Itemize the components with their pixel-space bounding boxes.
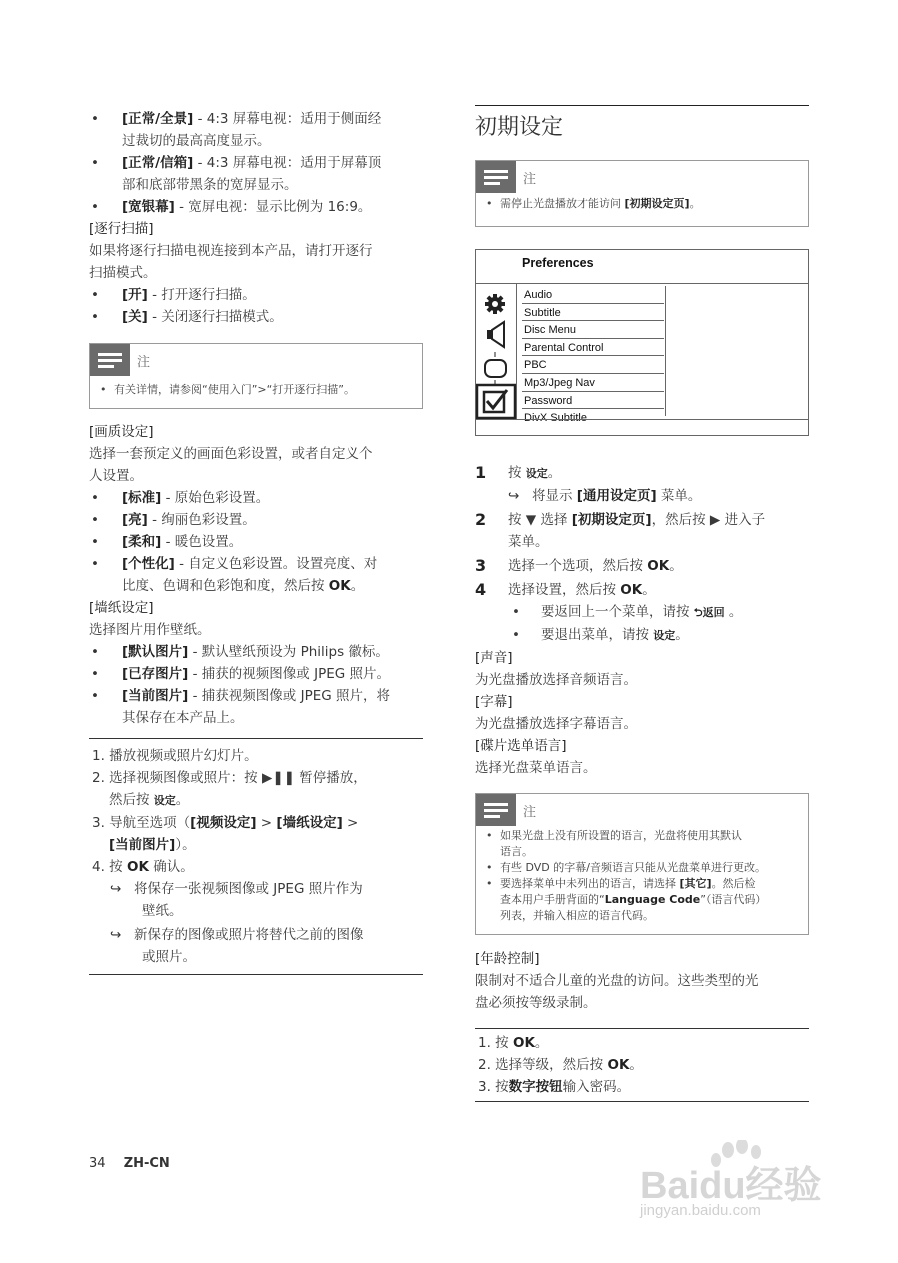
result-arrow-icon: ↪ xyxy=(110,881,122,897)
note-title: 注 xyxy=(523,805,537,820)
steps-list: 1. 播放视频或照片幻灯片。 2. 选择视频图像或照片：按 ▶❚❚ 暂停播放， 然后按 设定。 3. 导航至选项（[视频设定] > [墙纸设定] > [当前图片]）。 4. 按 OK 确认。 ↪ 将保存一张视频图像或 JPEG 照片作为 壁纸。 ↪ 新保存的图像或照片将替代之前的图像 或照片。 xyxy=(92,748,367,965)
note-box xyxy=(475,160,809,227)
list-item: • [已存图片] - 捕获的视频图像或 JPEG 照片。 xyxy=(89,663,423,685)
paragraph: 选择一套预定义的画面色彩设置，或者自定义个 人设置。 xyxy=(89,446,373,484)
section-heading: [墙纸设定] xyxy=(89,600,154,616)
section-heading: [画质设定] xyxy=(89,424,154,440)
language-code: ZH-CN xyxy=(123,1156,170,1171)
paragraph: 为光盘播放选择音频语言。 xyxy=(475,672,637,688)
note-title: 注 xyxy=(137,355,151,370)
menu-item: PBC xyxy=(522,356,664,374)
gear-icon xyxy=(485,294,505,314)
menu-icons xyxy=(476,284,517,419)
list-item: • [关] - 关闭逐行扫描模式。 xyxy=(89,306,423,328)
preferences-menu-list xyxy=(522,286,664,426)
right-column xyxy=(475,105,809,1102)
page-number: 34 xyxy=(89,1156,106,1171)
display-icon xyxy=(485,360,506,377)
section-heading: [声音] xyxy=(475,650,513,666)
note-icon xyxy=(476,794,516,826)
note-box xyxy=(475,793,809,935)
list-item: • [当前图片] - 捕获视频图像或 JPEG 照片，将 其保存在本产品上。 xyxy=(89,685,423,729)
result-arrow-icon: ↪ xyxy=(508,488,520,504)
watermark xyxy=(636,1140,836,1230)
list-item: • [亮] - 绚丽色彩设置。 xyxy=(89,509,423,531)
note-box xyxy=(89,343,423,409)
note-icon xyxy=(90,344,130,376)
list-item: • [宽银幕] - 宽屏电视：显示比例为 16:9。 xyxy=(89,196,423,218)
list-item: • [默认图片] - 默认壁纸预设为 Philips 徽标。 xyxy=(89,641,423,663)
section-heading: [碟片选单语言] xyxy=(475,738,567,754)
list-item: • [个性化] - 自定义色彩设置。设置亮度、对 比度、色调和色彩饱和度，然后按 OK。 xyxy=(89,553,423,597)
paragraph: 选择光盘菜单语言。 xyxy=(475,760,597,776)
paragraph: 如果将逐行扫描电视连接到本产品，请打开逐行 扫描模式。 xyxy=(89,243,373,281)
note-title: 注 xyxy=(523,172,537,187)
list-item: • [标准] - 原始色彩设置。 xyxy=(89,487,423,509)
page-footer xyxy=(89,1156,170,1171)
paragraph: 选择图片用作壁纸。 xyxy=(89,622,211,638)
menu-item: Password xyxy=(522,392,664,410)
watermark-url: jingyan.baidu.com xyxy=(640,1202,761,1219)
section-heading: [年龄控制] xyxy=(475,951,540,967)
menu-item: Disc Menu xyxy=(522,321,664,339)
result-arrow-icon: ↪ xyxy=(110,927,122,943)
section-heading: [字幕] xyxy=(475,694,513,710)
steps-list: 1 按 设定。 ↪ 将显示 [通用设定页] 菜单。 2 按 ▼ 选择 [初期设定页]，然后按 ▶ 进入子 菜单。 3 选择一个选项，然后按 OK。 4 选择设置，然后按 OK。 • 要返回上一个菜单，请按 ⮌返回 。 • 要退出菜单，请按 设定。 xyxy=(475,463,766,643)
paragraph: 限制对不适合儿童的光盘的访问。这些类型的光 盘必须按等级录制。 xyxy=(475,973,759,1011)
steps-list: 1. 按 OK。 2. 选择等级，然后按 OK。 3. 按数字按钮输入密码。 xyxy=(478,1035,643,1095)
menu-item: Parental Control xyxy=(522,339,664,357)
note-item: • 需停止光盘播放才能访问 [初期设定页]。 xyxy=(486,196,798,212)
page-title: 初期设定 xyxy=(475,115,564,140)
list-item: • [正常/信箱] - 4:3 屏幕电视：适用于屏幕顶 部和底部带黑条的宽屏显示。 xyxy=(89,152,423,196)
preferences-title: Preferences xyxy=(522,256,594,270)
preferences-menu-illustration xyxy=(475,249,809,436)
menu-item: Subtitle xyxy=(522,304,664,322)
left-column xyxy=(89,108,423,975)
note-item: • 如果光盘上没有所设置的语言，光盘将使用其默认 语言。 xyxy=(486,828,798,860)
menu-item: Audio xyxy=(522,286,664,304)
speaker-icon xyxy=(487,322,504,347)
paragraph: 为光盘播放选择字幕语言。 xyxy=(475,716,637,732)
list-item: • [开] - 打开逐行扫描。 xyxy=(89,284,423,306)
watermark-brand: Baidu经验 xyxy=(640,1165,822,1207)
list-item: • [正常/全景] - 4:3 屏幕电视：适用于侧面经 过裁切的最高高度显示。 xyxy=(89,108,423,152)
menu-item: DivX Subtitle xyxy=(524,412,587,425)
menu-item: Mp3/Jpeg Nav xyxy=(522,374,664,392)
note-item: • 有关详情，请参阅“使用入门”>“打开逐行扫描”。 xyxy=(100,382,412,398)
note-item: • 要选择菜单中未列出的语言，请选择 [其它]。然后检 查本用户手册背面的“Language Code”（语言代码） 列表，并输入相应的语言代码。 xyxy=(486,876,798,924)
note-item: • 有些 DVD 的字幕/音频语言只能从光盘菜单进行更改。 xyxy=(486,860,798,876)
note-icon xyxy=(476,161,516,193)
list-item: • [柔和] - 暖色设置。 xyxy=(89,531,423,553)
section-heading: [逐行扫描] xyxy=(89,221,154,237)
